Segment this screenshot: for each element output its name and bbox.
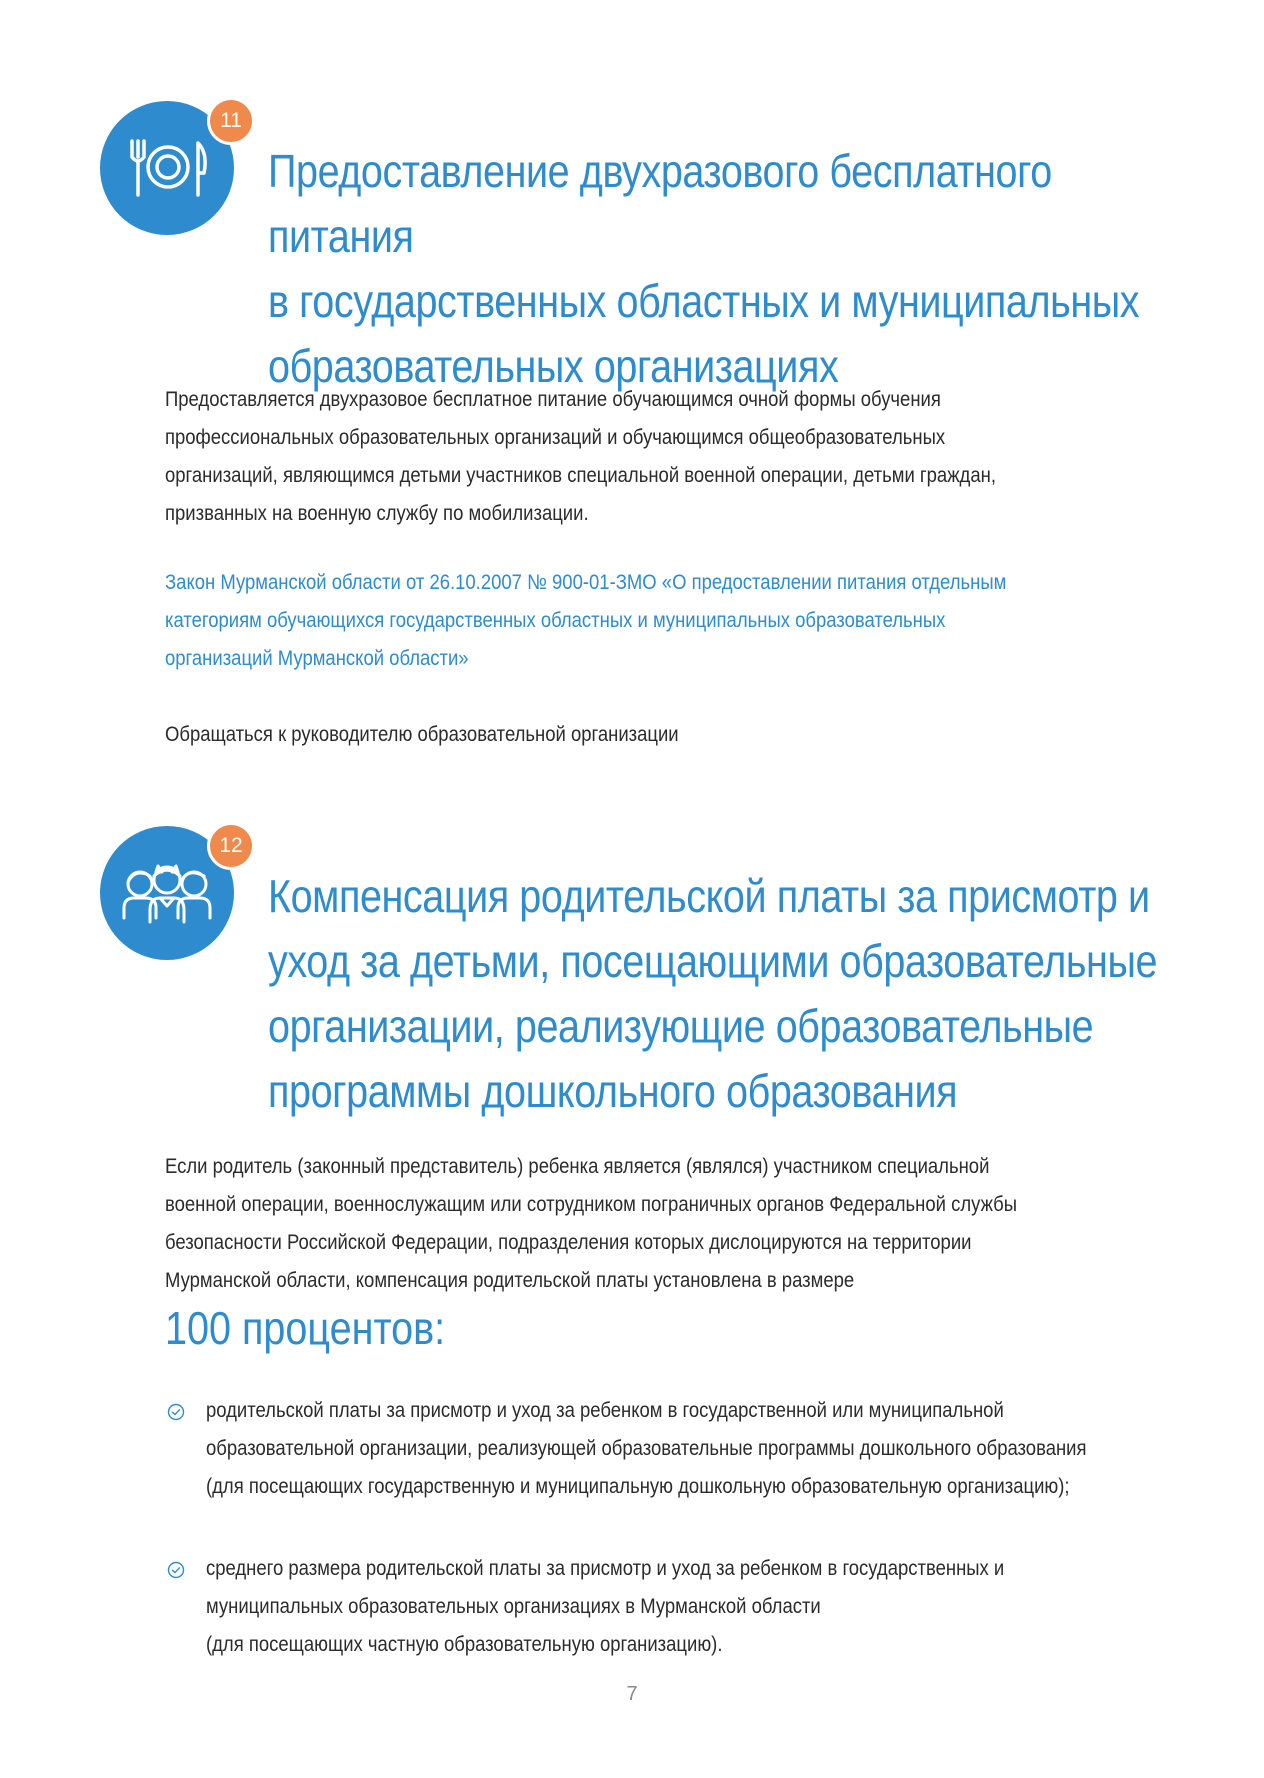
item-line: образовательной организации, реализующей образовательные программы дошкольного образования: [206, 1437, 1087, 1460]
body-line: организаций, являющимся детьми участников специальной военной операции, детьми граждан,: [165, 464, 996, 487]
law-line: Закон Мурманской области от 26.10.2007 № 900-01-ЗМО «О предоставлении питания отдельным: [165, 571, 1007, 594]
item-line: родительской платы за присмотр и уход за ребенком в государственной или муниципальной: [206, 1399, 1004, 1422]
body-line: Предоставляется двухразовое бесплатное питание обучающимся очной формы обучения: [165, 388, 941, 411]
title-line: образовательных организациях: [268, 340, 839, 392]
item-line: среднего размера родительской платы за присмотр и уход за ребенком в государственных и: [206, 1557, 1005, 1580]
check-circle-icon: [167, 1561, 185, 1579]
item-line: (для посещающих государственную и муниципальную дошкольную образовательную организацию);: [206, 1475, 1070, 1498]
law-line: категориям обучающихся государственных областных и муниципальных образовательных: [165, 609, 946, 632]
compensation-list: [165, 1392, 1185, 1708]
section-body: [165, 1148, 1203, 1300]
title-line: организации, реализующие образовательные: [268, 1000, 1094, 1052]
check-circle-icon: [167, 1403, 185, 1421]
list-item-text: [206, 1550, 1209, 1664]
law-reference: [165, 564, 1203, 678]
title-line: программы дошкольного образования: [268, 1065, 958, 1117]
body-line: безопасности Российской Федерации, подразделения которых дислоцируются на территории: [165, 1231, 972, 1254]
law-line: организаций Мурманской области»: [165, 647, 469, 670]
highlight-percentage: 100 процентов:: [165, 1302, 446, 1354]
item-line: (для посещающих частную образовательную организацию).: [206, 1633, 723, 1656]
list-item: [165, 1550, 1185, 1664]
title-line: Предоставление двухразового бесплатного питания: [268, 145, 1052, 262]
section-number-badge: 12: [207, 822, 255, 870]
page-number: 7: [626, 1683, 638, 1705]
item-line: муниципальных образовательных организациях в Мурманской области: [206, 1595, 821, 1618]
section-number-badge: 11: [207, 97, 255, 145]
body-line: Мурманской области, компенсация родительской платы установлена в размере: [165, 1269, 855, 1292]
title-line: Компенсация родительской платы за присмотр и: [268, 870, 1150, 922]
body-line: Если родитель (законный представитель) ребенка является (являлся) участником специальной: [165, 1155, 990, 1178]
title-line: уход за детьми, посещающими образовательные: [268, 935, 1158, 987]
list-item-text: [206, 1392, 1209, 1506]
section-title: [268, 139, 1180, 399]
body-line: профессиональных образовательных организаций и обучающимся общеобразовательных: [165, 426, 946, 449]
title-line: в государственных областных и муниципальных: [268, 275, 1140, 327]
body-line: военной операции, военнослужащим или сотрудником пограничных органов Федеральной службы: [165, 1193, 1018, 1216]
section-title: [268, 864, 1180, 1124]
list-item: [165, 1392, 1185, 1506]
body-line: призванных на военную службу по мобилизации.: [165, 502, 589, 525]
contact-note: Обращаться к руководителю образовательной организации: [165, 723, 679, 746]
section-body: [165, 381, 1203, 533]
